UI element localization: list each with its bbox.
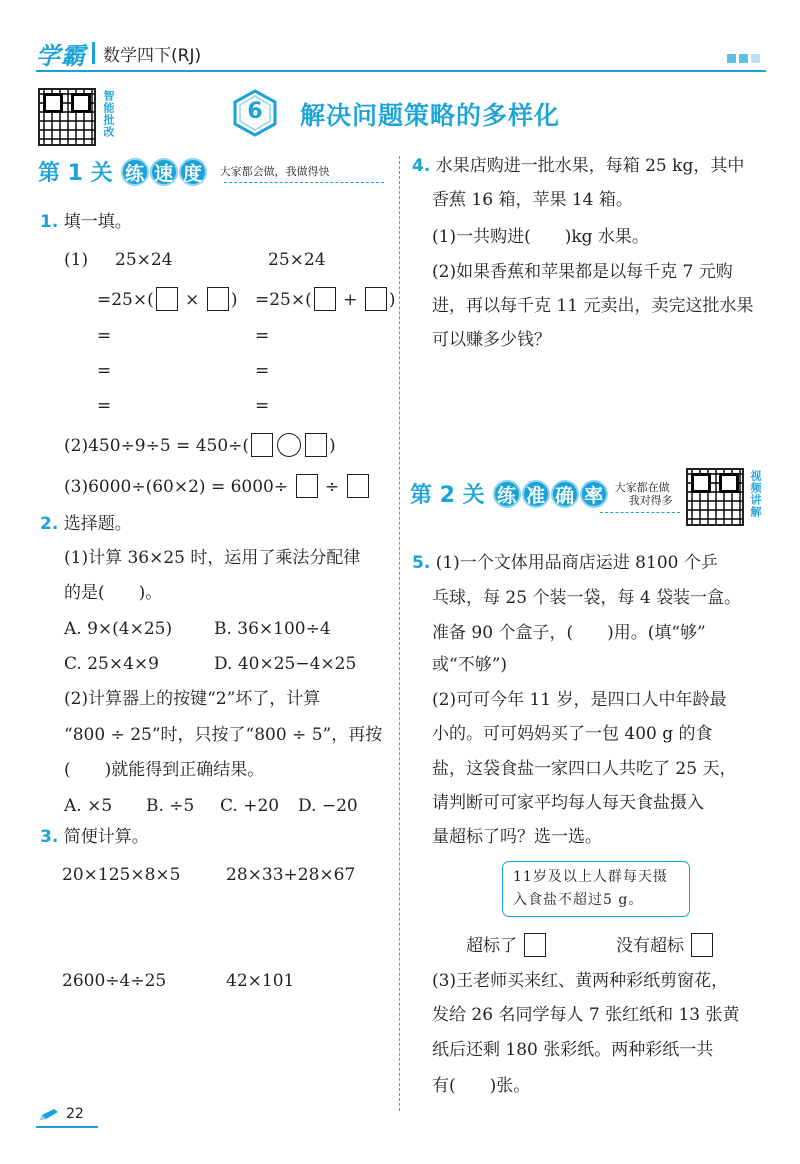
q2-s1-option-b[interactable]: B. 36×100÷4 xyxy=(214,619,331,639)
blank-equals: = xyxy=(97,396,112,416)
blank-equals: = xyxy=(97,361,112,381)
q1-b-prefix: =25×( xyxy=(255,290,312,310)
level-2-char: 准 xyxy=(522,480,550,508)
salt-info-note xyxy=(502,861,690,917)
option-exceeded-label: 超标了 xyxy=(466,936,517,956)
q4-text: 水果店购进一批水果，每箱 25 kg，其中 xyxy=(435,156,745,176)
q5-line12: 纸后还剩 180 张彩纸。两种彩纸一共 xyxy=(432,1040,714,1060)
answer-box-exceeded[interactable] xyxy=(524,933,546,957)
question-1-number: 1. xyxy=(40,212,59,232)
question-5-number: 5. xyxy=(412,553,431,573)
answer-box-not-exceeded[interactable] xyxy=(691,933,713,957)
q1-part1-step-a xyxy=(97,287,237,311)
blank-equals: = xyxy=(97,326,112,346)
header-brand xyxy=(36,36,201,70)
qr-code-grading[interactable] xyxy=(38,88,96,146)
note-line1: 11岁及以上人群每天摄 xyxy=(513,869,668,885)
q1-b-suffix: ) xyxy=(388,290,396,310)
question-3-heading xyxy=(40,826,149,848)
question-2-title: 选择题。 xyxy=(63,514,132,534)
q5-text: (1)一个文体用品商店运进 8100 个乒 xyxy=(435,553,718,573)
level-2-char: 率 xyxy=(580,480,608,508)
q5-line3: 准备 90 个盒子，( )用。(填“够” xyxy=(432,623,706,643)
q4-line2: 香蕉 16 箱，苹果 14 箱。 xyxy=(432,190,633,210)
brand-separator xyxy=(92,42,95,64)
answer-box[interactable] xyxy=(156,287,178,311)
question-3-title: 简便计算。 xyxy=(63,827,149,847)
level-2-char: 练 xyxy=(493,480,521,508)
level-1-prefix: 第 1 关 xyxy=(38,161,113,186)
q1-b-operator: + xyxy=(343,290,358,310)
operator-circle[interactable] xyxy=(277,433,301,457)
q1-part3-operator: ÷ xyxy=(324,477,340,497)
q5-line4: 或“不够”) xyxy=(432,655,508,675)
qr-label-video: 视频讲解 xyxy=(749,470,762,518)
q2-s1-line1: (1)计算 36×25 时，运用了乘法分配律 xyxy=(64,548,361,568)
q2-s1-option-c[interactable]: C. 25×4×9 xyxy=(64,654,159,674)
q5-line11: 发给 26 名同学每人 7 张红纸和 13 张黄 xyxy=(432,1005,740,1025)
level-2-slogan xyxy=(615,481,673,507)
q2-s1-option-a[interactable]: A. 9×(4×25) xyxy=(64,619,173,639)
q4-line4: (2)如果香蕉和苹果都是以每千克 7 元购 xyxy=(432,262,733,282)
q5-line6: 小的。可可妈妈买了一包 400 g 的食 xyxy=(432,724,713,744)
question-2-heading xyxy=(40,513,132,535)
question-4-line1 xyxy=(412,155,744,177)
blank-equals: = xyxy=(255,361,270,381)
blank-equals: = xyxy=(255,396,270,416)
q5-line7: 盐，这袋食盐一家四口人共吃了 25 天， xyxy=(432,759,737,779)
level-2-slogan-line2: 我对得多 xyxy=(628,493,673,507)
brand-logo: 学霸 xyxy=(36,41,86,70)
level-1-slogan: 大家都会做，我做得快 xyxy=(219,165,330,178)
q1-part2-prefix: (2)450÷9÷5 = 450÷( xyxy=(64,436,250,456)
blank-equals: = xyxy=(255,326,270,346)
q2-s1-option-d[interactable]: D. 40×25−4×25 xyxy=(214,654,357,674)
q5-line9: 量超标了吗？选一选。 xyxy=(432,827,602,847)
q4-line3: (1)一共购进( )kg 水果。 xyxy=(432,227,649,247)
qr-label-grading: 智能批改 xyxy=(102,90,115,138)
q1-part1-expression-b: 25×24 xyxy=(268,250,326,270)
q1-part3-prefix: (3)6000÷(60×2) = 6000÷ xyxy=(64,477,289,497)
note-line2: 入食盐不超过5 g。 xyxy=(513,892,644,908)
q3-expression-4: 42×101 xyxy=(226,971,295,991)
page-number: 22 xyxy=(66,1106,84,1122)
q2-s1-line2: 的是( )。 xyxy=(64,583,163,603)
q5-line2: 乓球，每 25 个装一袋，每 4 袋装一盒。 xyxy=(432,588,742,608)
answer-box[interactable] xyxy=(207,287,229,311)
level-2-rule xyxy=(600,512,680,513)
qr-code-video[interactable] xyxy=(686,468,744,526)
header-rule xyxy=(36,70,766,72)
answer-box[interactable] xyxy=(296,474,318,498)
answer-box[interactable] xyxy=(305,433,327,457)
answer-box[interactable] xyxy=(347,474,369,498)
answer-box[interactable] xyxy=(314,287,336,311)
header-decoration xyxy=(727,54,760,63)
unit-number: 6 xyxy=(247,99,263,124)
q3-expression-1: 20×125×8×5 xyxy=(62,865,181,885)
column-divider xyxy=(399,156,400,1111)
answer-box[interactable] xyxy=(365,287,387,311)
q2-s2-option-b[interactable]: B. ÷5 xyxy=(146,796,195,816)
q1-part1-expression-a: 25×24 xyxy=(115,250,173,270)
level-1-char: 度 xyxy=(179,158,207,186)
q2-s2-line2: “800 ÷ 25”时，只按了“800 ÷ 5”，再按 xyxy=(64,725,383,745)
q1-a-operator: × xyxy=(185,290,200,310)
q1-part2 xyxy=(64,433,336,457)
q5-option-not-exceeded xyxy=(616,933,715,957)
question-1-heading xyxy=(40,211,132,233)
level-2-char: 确 xyxy=(551,480,579,508)
q2-s2-line1: (2)计算器上的按键“2”坏了，计算 xyxy=(64,689,321,709)
q5-line10: (3)王老师买来红、黄两种彩纸剪窗花， xyxy=(432,971,729,991)
question-1-title: 填一填。 xyxy=(63,212,132,232)
level-1-char: 速 xyxy=(150,158,178,186)
pencil-icon xyxy=(38,1108,60,1122)
level-2-prefix: 第 2 关 xyxy=(410,483,485,508)
q1-part1-label: (1) xyxy=(64,250,89,270)
q1-part1-step-b xyxy=(255,287,395,311)
unit-number-badge xyxy=(232,89,278,137)
q1-a-prefix: =25×( xyxy=(97,290,154,310)
q3-expression-2: 28×33+28×67 xyxy=(226,865,356,885)
q5-line5: (2)可可今年 11 岁，是四口人中年龄最 xyxy=(432,690,727,710)
level-2-slogan-line1: 大家都在做 xyxy=(614,480,670,494)
q2-s2-option-a[interactable]: A. ×5 xyxy=(64,796,113,816)
q5-line13: 有( )张。 xyxy=(432,1076,531,1096)
unit-title: 解决问题策略的多样化 xyxy=(300,101,561,130)
book-title: 数学四下(RJ) xyxy=(103,45,202,66)
q4-line6: 可以赚多少钱？ xyxy=(432,330,551,350)
q1-a-suffix: ) xyxy=(230,290,238,310)
question-2-number: 2. xyxy=(40,514,59,534)
level-1-rule xyxy=(224,182,384,183)
q3-expression-3: 2600÷4÷25 xyxy=(62,971,167,991)
q5-option-exceeded xyxy=(466,933,548,957)
footer-rule xyxy=(36,1126,98,1128)
answer-box[interactable] xyxy=(251,433,273,457)
q2-s2-line3: ( )就能得到正确结果。 xyxy=(64,760,265,780)
q2-s2-option-d[interactable]: D. −20 xyxy=(298,796,358,816)
level-1-char: 练 xyxy=(121,158,149,186)
q1-part2-suffix: ) xyxy=(329,436,336,456)
q1-part3 xyxy=(64,474,371,498)
q2-s2-option-c[interactable]: C. +20 xyxy=(220,796,280,816)
level-2-banner xyxy=(410,478,673,509)
question-5-line1 xyxy=(412,552,718,574)
q5-line8: 请判断可可家平均每人每天食盐摄入 xyxy=(432,793,704,813)
q4-line5: 进，再以每千克 11 元卖出，卖完这批水果 xyxy=(432,296,754,316)
question-4-number: 4. xyxy=(412,156,431,176)
option-not-exceeded-label: 没有超标 xyxy=(616,936,684,956)
question-3-number: 3. xyxy=(40,827,59,847)
